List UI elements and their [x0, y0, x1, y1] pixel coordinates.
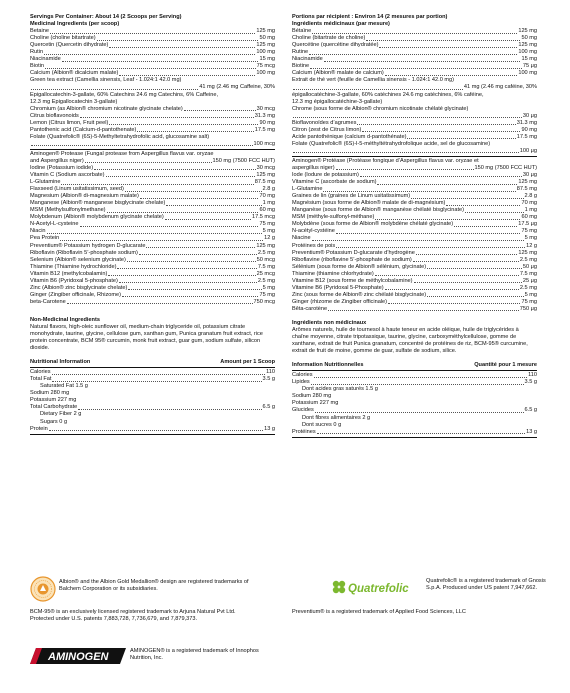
ingredient-amount: 125 mg	[518, 249, 537, 256]
albion-trademark-note: Albion® and the Albion Gold Medallion® design are registered trademarks of Balchem Corporation or its subsidiaries.	[59, 579, 249, 592]
nutrient-name: Dont fibres alimentaires 2 g	[302, 414, 371, 421]
ingredient-row	[292, 228, 537, 235]
medicinal-header: Ingrédients médicinaux (par mesure)	[292, 21, 390, 28]
ingredient-amount: 2.5 mg	[519, 284, 537, 291]
ingredient-amount: 5 mg	[262, 284, 275, 291]
ingredient-row	[30, 235, 275, 242]
ingredient-amount: 7.5 mg	[257, 263, 275, 270]
non-medicinal-header: Ingrédients non médicinaux	[292, 319, 367, 326]
nutrient-amount: 3.5 g	[524, 379, 537, 386]
ingredient-row	[30, 250, 275, 257]
nutrition-row	[292, 372, 537, 379]
nutrient-name: Potassium 227 mg	[292, 400, 339, 407]
ingredient-amount: 1 mg	[262, 200, 275, 207]
ingredient-amount: 750 mcg	[253, 298, 275, 305]
ingredient-row	[292, 306, 537, 313]
ingredient-amount: 25 mcg	[256, 270, 275, 277]
ingredient-amount: 2.5 mg	[257, 249, 275, 256]
ingredient-name: Rutine	[292, 49, 309, 56]
nutrition-row	[30, 419, 275, 426]
ingredient-amount: 15 mg	[259, 56, 275, 63]
ingredient-amount: 87.5 mg	[254, 179, 275, 186]
servings-header: Servings Per Container: About 14 (2 Scoops per Serving)	[30, 14, 182, 20]
ingredient-list	[30, 165, 275, 306]
ingredient-row	[30, 56, 275, 63]
divider	[292, 156, 537, 157]
bcm95-trademark-note: BCM-95® is an exclusively licensed registered trademark to Arjuna Natural Pvt Ltd. Protected under U.S. patents 7,883,728, 7,736,679, and 7,879,373.	[30, 609, 236, 622]
ingredient-amount: 2.8 g	[262, 186, 275, 193]
ingredient-name: Riboflavine (riboflavine 5’-phosphate de sodium)	[292, 256, 412, 263]
ingredient-name: Niacine	[292, 235, 311, 242]
ingredient-amount: 90 mg	[259, 119, 275, 126]
ingredient-row	[30, 179, 275, 186]
ingredient-row	[292, 235, 537, 242]
ingredient-name: Niacinamide	[292, 56, 323, 63]
ingredient-row	[292, 28, 537, 35]
ingredient-name: Quercetin (Quercetin dihydrate)	[30, 42, 109, 49]
nutrient-amount: 13 g	[264, 425, 275, 432]
protease-line: Aminogen® Protéase (Protéase fongique d’Aspergillus flavus var. oryzae et	[292, 157, 479, 164]
ingredient-amount: 30 mcg	[256, 105, 275, 112]
ingredient-row	[30, 278, 275, 285]
ingredient-name: Vitamine B12 (sous forme de méthylcobalamine)	[292, 277, 413, 284]
ingredient-amount: 50 mg	[521, 35, 537, 42]
ingredient-name: Ginger (rhizome de Zingiber officinale)	[292, 298, 388, 305]
ingredient-name: Quercétine (quercétine dihydratée)	[292, 42, 379, 49]
ingredient-amount: 12 g	[264, 235, 275, 242]
ingredient-name: Preventium® Potassium hydrogen D-glucarate	[30, 242, 146, 249]
ingredient-row	[30, 200, 275, 207]
nutrition-row	[30, 383, 275, 390]
ingredient-amount: 75 mg	[521, 298, 537, 305]
ingredient-row	[292, 243, 537, 250]
nutrition-row	[30, 376, 275, 383]
nutrition-row	[292, 407, 537, 414]
ingredient-row	[30, 172, 275, 179]
green-tea-line: épigallocatéchine-3-gallate, 60% catéchines 24.6 mg catéchines, 6% caféine,	[292, 91, 484, 98]
ingredient-amount: 125 mg	[518, 42, 537, 49]
servings-header: Portions par récipient : Environ 14 (2 mesures par portion)	[292, 14, 448, 20]
ingredient-amount: 60 mg	[259, 207, 275, 214]
chromium-value-row: 30 μg	[292, 113, 537, 120]
protease-line: Aminogen® Protease (Fungal protease from Aspergillus flavus var. oryzae	[30, 150, 214, 157]
ingredient-amount: 100 mg	[256, 49, 275, 56]
nutrient-name: Sodium 280 mg	[30, 390, 70, 397]
nutrient-amount: 13 g	[526, 428, 537, 435]
folate-line: Folate (Quatrefolic® (6S)-l-5-méthyltétrahydrofolique acide, sel de glucosamine)	[292, 140, 491, 147]
ingredient-name: MSM (méthyle-sulfonyl-méthane)	[292, 214, 375, 221]
ingredient-amount: 125 mg	[518, 28, 537, 35]
ingredient-name: Graines de lin (graines de Linum usitatissimum)	[292, 193, 411, 200]
chromium-line: Chrome (sous forme de Albion® chromium nicotinate chélaté glycinate)	[292, 105, 469, 112]
ingredient-amount: 100 mg	[256, 70, 275, 77]
ingredient-name: Biotine	[292, 63, 310, 70]
green-tea-line: 41 mg (2.46 mg caféine, 30%	[292, 84, 537, 91]
ingredient-name: L-Glutamine	[292, 186, 323, 193]
albion-medallion-logo	[30, 576, 56, 602]
ingredient-amount: 750 μg	[519, 305, 537, 312]
ingredient-row	[30, 42, 275, 49]
ingredient-row	[292, 264, 537, 271]
ingredient-name: Acide pantothénique (calcium d-pantothénate)	[292, 133, 407, 140]
ingredient-name: Selenium (Albion® selenium glycinate)	[30, 256, 126, 263]
ingredient-name: Niacin	[30, 228, 46, 235]
ingredient-list	[30, 28, 275, 77]
ingredient-amount: 100 mg	[518, 49, 537, 56]
ingredient-row	[30, 228, 275, 235]
ingredient-name: Iode (Iodure de potassium)	[292, 172, 359, 179]
ingredient-row	[292, 207, 537, 214]
ingredient-name: Thiamine (thiamine chlorhydrate)	[292, 270, 374, 277]
ingredient-amount: 75 mg	[521, 228, 537, 235]
nutrient-name: Potassium 227 mg	[30, 397, 77, 404]
green-tea-line: 12.3 mg épigallocatéchine-3-gallate)	[292, 98, 383, 105]
nutrient-amount: 6.5 g	[262, 404, 275, 411]
ingredient-name: Vitamin C (Sodium ascorbate)	[30, 172, 105, 179]
ingredient-row	[30, 127, 275, 134]
ingredient-row	[30, 299, 275, 306]
nutrition-row	[292, 393, 537, 400]
ingredient-name: N-acétyl-cystéine	[292, 228, 335, 235]
protease-row: aspergillus niger) 150 mg (7500 FCC HUT)	[292, 164, 537, 171]
ingredient-amount: 70 mg	[259, 193, 275, 200]
nutrient-name: Protéines	[292, 428, 316, 435]
ingredient-amount: 30 μg	[522, 172, 537, 179]
preventium-trademark-note: Preventium® is a registered trademark of Applied Food Sciences, LLC	[292, 609, 466, 615]
green-tea-line: Extrait de thé vert (feuille de Camellia sinensis - 1.024:1 42.0 mg)	[292, 77, 454, 84]
aminogen-trademark-note: AMINOGEN® is a registered trademark of Innophos Nutrition, Inc.	[130, 648, 259, 661]
nutrient-amount: 110	[266, 369, 275, 376]
divider	[30, 434, 275, 435]
green-tea-line: Epigallocatechin-3-gallate, 60% Catechins 24.6 mg Catechins, 6% Caffeine,	[30, 91, 219, 98]
ingredient-row	[30, 120, 275, 127]
ingredient-amount: 50 μg	[522, 263, 537, 270]
ingredient-name: Sélénium (sous forme de Albion® sélénium, glycinate)	[292, 263, 427, 270]
ingredient-row	[30, 292, 275, 299]
nutrition-row	[292, 429, 537, 436]
ingredient-name: Protéines de pois	[292, 242, 336, 249]
folate-value-row: 100 mcg	[30, 141, 275, 148]
nutrient-name: Total Fat	[30, 376, 52, 383]
nutrient-name: Dont sucres 0 g	[302, 421, 342, 428]
english-column	[30, 14, 275, 436]
ingredient-amount: 2.5 mg	[519, 256, 537, 263]
nutrient-amount: 6.5 g	[524, 407, 537, 414]
nutrient-name: Calories	[30, 369, 51, 376]
ingredient-amount: 25 μg	[522, 277, 537, 284]
ingredient-amount: 17.5 μg	[518, 221, 537, 228]
ingredient-name: Choline (choline bitartrate)	[30, 35, 96, 42]
ingredient-name: Calcium (Albion® malate de calcium)	[292, 70, 384, 77]
ingredient-amount: 125 mg	[256, 42, 275, 49]
ingredient-name: Zinc (sous forme de Albion® zinc chélaté bisglycinate)	[292, 291, 427, 298]
ingredient-amount: 90 mg	[521, 126, 537, 133]
ingredient-name: Molybdenum (Albion® molybdenum glycinate chelate)	[30, 214, 164, 221]
ingredient-row	[292, 285, 537, 292]
ingredient-row	[292, 127, 537, 134]
medicinal-header: Medicinal Ingredients (per scoop)	[30, 21, 120, 28]
ingredient-list	[30, 106, 275, 134]
nutrition-row	[292, 422, 537, 429]
ingredient-amount: 7.5 mg	[519, 270, 537, 277]
ingredient-row	[292, 172, 537, 179]
ingredient-row	[292, 35, 537, 42]
ingredient-name: Citron (zest de Citrus limon)	[292, 126, 362, 133]
divider	[30, 149, 275, 150]
quatrefolic-logo	[330, 578, 425, 598]
nutrition-row	[292, 415, 537, 422]
nutrient-name: Dietary Fiber 2 g	[40, 411, 82, 418]
ingredient-amount: 5 mg	[524, 235, 537, 242]
nutrition-row	[30, 369, 275, 376]
nutrition-row	[292, 386, 537, 393]
ingredient-amount: 75 μg	[522, 63, 537, 70]
ingredient-name: Pantothenic acid (Calcium-d-pantothenate)	[30, 126, 137, 133]
ingredient-name: N-Acetyl-L-cysteine	[30, 221, 79, 228]
ingredient-row	[30, 70, 275, 77]
ingredient-row	[292, 120, 537, 127]
nutrient-name: Saturated Fat 1.5 g	[40, 383, 88, 390]
ingredient-name: Betaine	[30, 28, 49, 35]
ingredient-name: Ginger (Zingiber officinale, Rhizome)	[30, 291, 121, 298]
ingredient-amount: 5 mg	[262, 228, 275, 235]
ingredient-amount: 31.3 mg	[254, 112, 275, 119]
ingredient-name: Vitamine C (ascorbate de sodium)	[292, 179, 377, 186]
ingredient-row	[292, 134, 537, 141]
divider	[292, 370, 537, 371]
non-medicinal-text: Natural flavors, high-oleic sunflower oil, medium-chain triglyceride oil, potassium citrate monohydrate, taurine, glycine, cellulose gum, xanthan gum, Punica granatum fruit extract, rice protein concentrate, BCM 95® curcumin, monk fruit extract, guar gum, sodium sulfate, silicon dioxide.	[30, 323, 263, 352]
nutrient-amount: 110	[528, 372, 537, 379]
ingredient-row	[30, 257, 275, 264]
ingredient-amount: 87.5 mg	[516, 186, 537, 193]
nutrition-row	[292, 400, 537, 407]
nutrition-header: Information Nutritionnelles Quantité pour 1 mesure	[292, 362, 537, 369]
ingredient-amount: 1 mg	[524, 207, 537, 214]
nutrient-name: Glucides	[292, 407, 314, 414]
ingredient-row	[292, 221, 537, 228]
ingredient-name: Iodine (Potassium iodide)	[30, 164, 94, 171]
ingredient-name: beta-Carotene	[30, 298, 66, 305]
ingredient-amount: 17.5 mcg	[251, 214, 275, 221]
nutrition-row	[30, 411, 275, 418]
green-tea-line: Green tea extract (Camellia sinensis, Leaf - 1.024:1 42.0 mg)	[30, 77, 182, 84]
ingredient-amount: 30 mcg	[256, 164, 275, 171]
svg-text:Quatrefolic: Quatrefolic	[348, 583, 409, 595]
ingredient-amount: 75 mg	[259, 291, 275, 298]
ingredient-name: Calcium (Albion® dicalcium malate)	[30, 70, 119, 77]
ingredient-amount: 17.5 mg	[516, 133, 537, 140]
divider	[292, 437, 537, 438]
ingredient-name: Chromium (as Albion® chromium nicotinate glycinate chelate)	[30, 105, 183, 112]
ingredient-row	[292, 186, 537, 193]
ingredient-name: Biotin	[30, 63, 44, 70]
ingredient-name: Manganèse (sous forme de Albion® manganèse chélaté bisglycinate)	[292, 207, 465, 214]
green-tea-line: 12.3 mg Epigallocatechin 3-gallate)	[30, 98, 118, 105]
ingredient-row	[292, 292, 537, 299]
ingredient-list	[292, 172, 537, 313]
ingredient-name: Vitamin B6 (Pyridoxal 5-phosphate)	[30, 277, 118, 284]
non-medicinal-text: Arômes naturels, huile de tournesol à haute teneur en acide oléique, huile de triglycérides à chaîne moyenne, citrate tripotassique, taurine, glycine, carboxyméthylcellulose, gomme de xanthane, extrait de fruit Punica granatum, concentré de protéines de riz, BCM-95® curcumine, extrait de fruit de moine, gomme de guar, sulfate de sodium, silice.	[292, 327, 528, 355]
ingredient-name: Bêta-carotène	[292, 305, 328, 312]
ingredient-amount: 50 mcg	[256, 256, 275, 263]
ingredient-name: Magnesium (Albion® di-magnesium malate)	[30, 193, 139, 200]
ingredient-name: Magnésium (sous forme de Albion® malate de di-magnésium)	[292, 200, 446, 207]
ingredient-row	[30, 165, 275, 172]
ingredient-row	[292, 250, 537, 257]
folate-value-row: 100 μg	[292, 148, 537, 155]
ingredient-name: Preventium® Potassium D-glucarate d’hydrogène	[292, 249, 415, 256]
ingredient-amount: 60 mg	[521, 214, 537, 221]
green-tea-line: 41 mg (2.46 mg Caffeine, 30%	[30, 84, 275, 91]
ingredient-row	[30, 243, 275, 250]
ingredient-amount: 125 mg	[256, 172, 275, 179]
ingredient-row	[292, 299, 537, 306]
french-column	[292, 14, 537, 439]
ingredient-amount: 5 mg	[524, 291, 537, 298]
aminogen-logo	[30, 646, 126, 666]
ingredient-list	[292, 28, 537, 77]
ingredient-name: Manganese (Albion® manganese bisglycinate chelate)	[30, 200, 166, 207]
ingredient-name: Rutin	[30, 49, 44, 56]
ingredient-amount: 70 mg	[521, 200, 537, 207]
ingredient-row	[30, 285, 275, 292]
ingredient-name: Citrus bioflavonoids	[30, 112, 79, 119]
ingredient-row	[292, 278, 537, 285]
ingredient-name: Vitamin B12 (methylcobalamin)	[30, 270, 108, 277]
ingredient-row	[292, 179, 537, 186]
ingredient-list	[292, 120, 537, 141]
ingredient-name: L-Glutamine	[30, 179, 61, 186]
ingredient-amount: 17.5 mg	[254, 126, 275, 133]
ingredient-row	[30, 271, 275, 278]
ingredient-row	[292, 56, 537, 63]
nutrient-amount: 3.5 g	[262, 376, 275, 383]
nutrition-row	[30, 390, 275, 397]
nutrient-name: Calories	[292, 372, 313, 379]
ingredient-row	[292, 49, 537, 56]
nutrition-row	[292, 379, 537, 386]
ingredient-name: Bioflavonoïdes d’agrumes	[292, 119, 357, 126]
ingredient-amount: 50 mg	[259, 35, 275, 42]
folate-line: Folate (Quatrefolic® (6S)-5-Methyltetrahydrofolic acid, glucosamine salt)	[30, 133, 210, 140]
nutrient-name: Sodium 280 mg	[292, 393, 332, 400]
ingredient-amount: 125 mg	[518, 179, 537, 186]
ingredient-amount: 2.8 g	[524, 193, 537, 200]
ingredient-name: Molybdène (sous forme de Albion® molybdène chélaté glycinate)	[292, 221, 454, 228]
ingredient-amount: 31.3 mg	[516, 119, 537, 126]
ingredient-row	[292, 42, 537, 49]
ingredient-name: Bétaïne	[292, 28, 312, 35]
ingredient-row	[292, 271, 537, 278]
ingredient-name: Thiamine (Thiamine hydrochloride)	[30, 263, 117, 270]
ingredient-amount: 100 mg	[518, 70, 537, 77]
nutrition-row	[30, 426, 275, 433]
ingredient-row	[30, 221, 275, 228]
ingredient-name: Niacinamide	[30, 56, 61, 63]
nutrient-name: Protein	[30, 425, 48, 432]
ingredient-name: Vitamine B6 (Pyridoxal 5-Phosphate)	[292, 284, 384, 291]
ingredient-name: Pea Protein	[30, 235, 60, 242]
ingredient-row	[292, 257, 537, 264]
ingredient-row	[30, 49, 275, 56]
nutrient-name: Sugars 0 g	[40, 418, 68, 425]
ingredient-name: Zinc (Albion® zinc bisglycinate chelate)	[30, 284, 128, 291]
svg-text:AMINOGEN: AMINOGEN	[48, 651, 109, 663]
divider	[30, 367, 275, 368]
ingredient-name: Choline (bitartrate de choline)	[292, 35, 366, 42]
ingredient-row	[30, 35, 275, 42]
nutrition-row	[30, 404, 275, 411]
ingredient-row	[30, 214, 275, 221]
ingredient-amount: 125 mg	[256, 28, 275, 35]
nutrient-name: Total Carbohydrate	[30, 404, 78, 411]
ingredient-row	[30, 264, 275, 271]
ingredient-row	[292, 70, 537, 77]
ingredient-name: Lemon (Citrus limon, Fruit peel)	[30, 119, 109, 126]
ingredient-row	[30, 106, 275, 113]
quatrefolic-trademark-note: Quatrefolic® is a registered trademark of Gnosis S.p.A. Produced under US patent 7,947,662.	[426, 578, 546, 591]
non-medicinal-header: Non-Medicinal Ingredients	[30, 316, 100, 323]
ingredient-amount: 125 mg	[256, 242, 275, 249]
ingredient-row	[30, 28, 275, 35]
nutrition-table	[292, 372, 537, 435]
nutrient-name: Dont acides gras saturés 1.5 g	[302, 386, 378, 393]
ingredient-amount: 75 mcg	[256, 63, 275, 70]
ingredient-amount: 2.5 mg	[257, 277, 275, 284]
ingredient-row	[30, 113, 275, 120]
ingredient-name: Riboflavin (Riboflavin 5’-phosphate sodium)	[30, 249, 138, 256]
nutrition-header: Nutritional Information Amount per 1 Scoop	[30, 359, 275, 366]
ingredient-name: Flaxseed (Linum usitatissimum, seed)	[30, 186, 124, 193]
nutrition-row	[30, 397, 275, 404]
ingredient-amount: 15 mg	[521, 56, 537, 63]
ingredient-name: MSM (Methylsulfonylmethane)	[30, 207, 106, 214]
protease-row: and Aspergillus niger) 150 mg (7500 FCC HUT)	[30, 157, 275, 164]
ingredient-amount: 12 g	[526, 242, 537, 249]
nutrient-name: Lipides	[292, 379, 310, 386]
ingredient-amount: 75 mg	[259, 221, 275, 228]
nutrition-table	[30, 369, 275, 432]
